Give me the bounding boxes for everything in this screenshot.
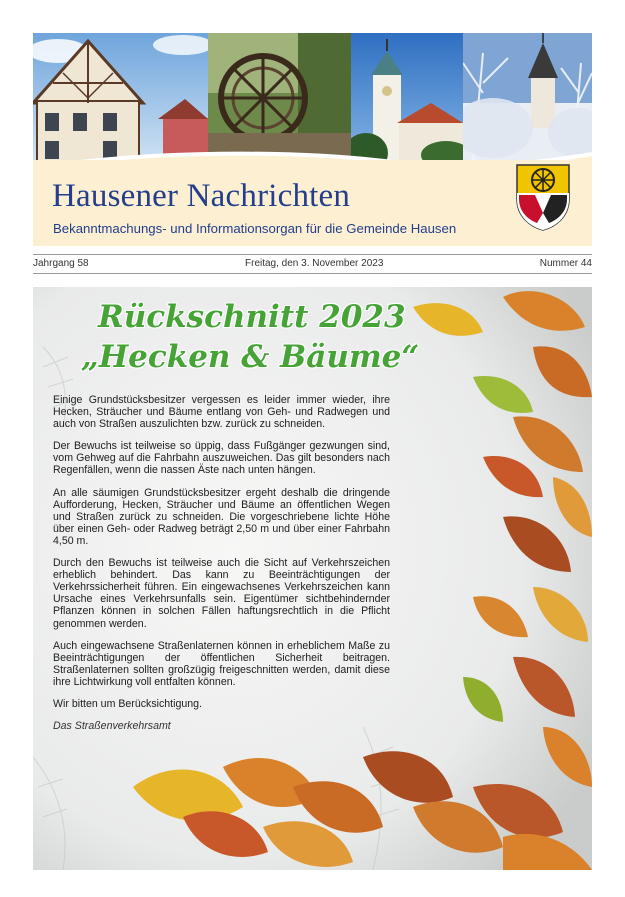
article-paragraph: Auch eingewachsene Straßenlaternen können in erheblichem Maße zu Beeinträchtigungen der öffentlichen Sicherheit beitragen. Straßenlaternen sollten großzügig freigeschnitten werden, damit diese ihre Lichtwirkung voll entfalten können.: [53, 639, 390, 688]
article-paragraph: Einige Grundstücksbesitzer vergessen es leider immer wieder, ihre Hecken, Sträucher und Bäume entlang von Geh- und Radwegen und auch von Straßen auszulichten bzw. zurück zu schneiden.: [53, 394, 390, 431]
meta-rule-top: [33, 254, 592, 255]
article-body: [53, 394, 390, 742]
volume-label: Jahrgang 58: [33, 258, 89, 269]
article-paragraph: Wir bitten um Berücksichtigung.: [53, 697, 202, 710]
newspaper-title: Hausener Nachrichten: [52, 178, 351, 214]
article-paragraph: An alle säumigen Grundstücksbesitzer ergeht deshalb die dringende Aufforderung, Hecken, Sträucher und Bäume an öffentlichen Wegen und Straßen zurück zu schneiden. Die vorgeschriebene lichte Höhe über einen Geh- oder Radweg beträgt 2,50 m und über einer Fahrbahn 4,50 m.: [53, 486, 390, 547]
meta-rule-bottom: [33, 273, 592, 274]
issue-number: Nummer 44: [539, 258, 592, 269]
municipal-coat-of-arms: [515, 163, 571, 231]
article-poster: Rückschnitt 2023 „Hecken & Bäume“ Einige Grundstücksbesitzer vergessen es leider immer wieder, ihre Hecken, Sträucher und Bäume entlang von Geh- und Radwegen und auch von Straßen auszulichten bzw. zurück zu schneiden. Der Bewuchs ist teilweise so üppig, dass Fußgänger gezwungen sind, vom Gehweg auf die Fahrbahn auszuweichen. Das gilt besonders nach Regenfällen, wenn die nassen Äste nach unten hängen. An alle säumigen Grundstücksbesitzer ergeht deshalb die dringende Aufforderung, Hecken, Sträucher und Bäume an öffentlichen Wegen und Straßen zurück zu schneiden. Die vorgeschriebene lichte Höhe über einen Geh- oder Radweg beträgt 2,50 m und über einer Fahrbahn 4,50 m. Durch den Bewuchs ist teilweise auch die Sicht auf Verkehrszeichen erheblich behindert. Das kann zu Beeinträchtigungen der Verkehrssicherheit führen. Ein eingewachsenes Verkehrszeichen kann Ursache eines Verkehrsunfalls sein. Eigentümer sichtbehindernder Pflanzen können in solchen Fällen haftungsrechtlich in die Pflicht genommen werden. Auch eingewachsene Straßenlaternen können in erheblichem Maße zu Beeinträchtigungen der öffentlichen Sicherheit beitragen. Straßenlaternen sollten großzügig freigeschnitten werden, damit diese ihre Lichtwirkung voll entfalten können. Wir bitten um Berücksichtigung. Das Straßenverkehrsamt: [33, 287, 592, 870]
masthead: [33, 160, 592, 246]
article-signature: Das Straßenverkehrsamt: [53, 720, 171, 733]
article-paragraph: Der Bewuchs ist teilweise so üppig, dass Fußgänger gezwungen sind, vom Gehweg auf die Fahrbahn auszuweichen. Das gilt besonders nach Regenfällen, wenn die nassen Äste nach unten hängen.: [53, 440, 390, 477]
issue-date: Freitag, den 3. November 2023: [245, 258, 384, 269]
article-paragraph: Durch den Bewuchs ist teilweise auch die Sicht auf Verkehrszeichen erheblich behindert. Das kann zu Beeinträchtigungen der Verkehrssicherheit führen. Ein eingewachsenes Verkehrszeichen kann Ursache eines Verkehrsunfalls sein. Eigentümer sichtbehindernder Pflanzen können in solchen Fällen haftungsrechtlich in die Pflicht genommen werden.: [53, 557, 390, 630]
newspaper-subtitle: Bekanntmachungs- und Informationsorgan für die Gemeinde Hausen: [53, 221, 457, 236]
